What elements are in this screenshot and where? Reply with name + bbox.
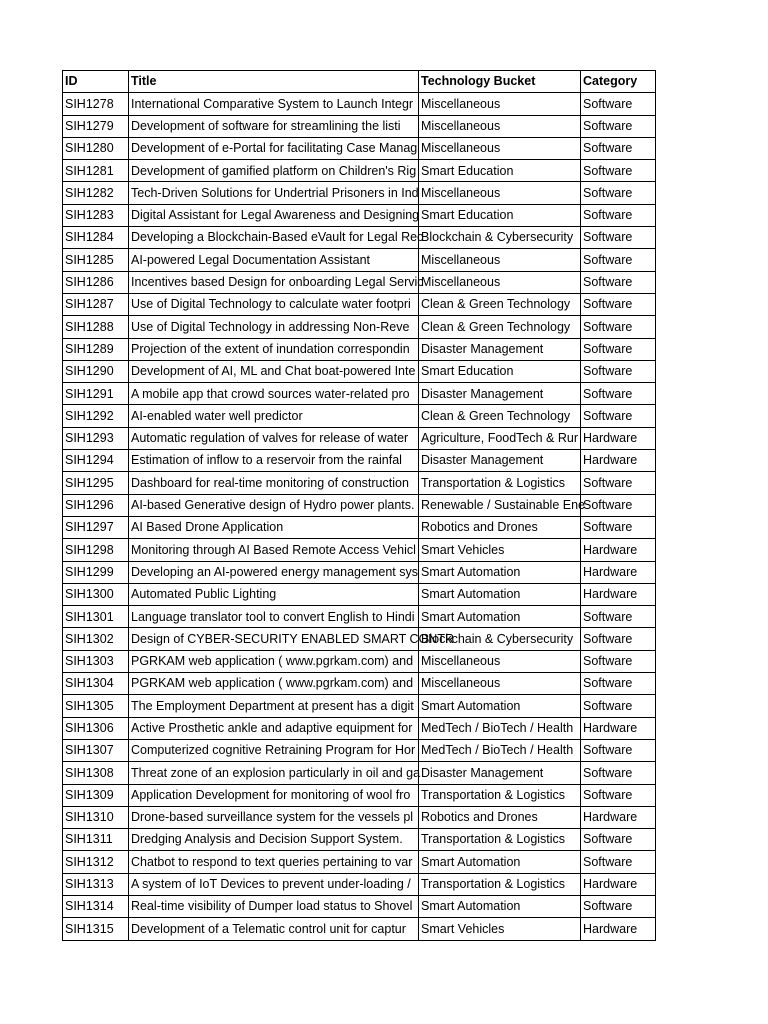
cell-title[interactable]: Real-time visibility of Dumper load status to Shovel — [129, 895, 419, 917]
table-row — [63, 561, 656, 583]
table-row — [63, 182, 656, 204]
cell-title[interactable]: Threat zone of an explosion particularly in oil and ga — [129, 762, 419, 784]
cell-id[interactable]: SIH1313 — [63, 873, 129, 895]
problem-statements-table — [62, 70, 656, 941]
cell-category[interactable]: Software — [581, 650, 656, 672]
cell-category[interactable]: Software — [581, 472, 656, 494]
cell-title[interactable]: Active Prosthetic ankle and adaptive equipment for — [129, 717, 419, 739]
cell-technology-bucket[interactable]: Robotics and Drones — [419, 516, 581, 538]
cell-id[interactable]: SIH1280 — [63, 137, 129, 159]
cell-category[interactable]: Software — [581, 829, 656, 851]
cell-title[interactable]: Estimation of inflow to a reservoir from the rainfal — [129, 450, 419, 472]
cell-id[interactable]: SIH1292 — [63, 405, 129, 427]
table-row — [63, 405, 656, 427]
cell-title[interactable]: Chatbot to respond to text queries pertaining to var — [129, 851, 419, 873]
cell-technology-bucket[interactable]: Smart Automation — [419, 583, 581, 605]
cell-id[interactable]: SIH1304 — [63, 673, 129, 695]
cell-technology-bucket[interactable]: Miscellaneous — [419, 249, 581, 271]
cell-title[interactable]: Language translator tool to convert English to Hindi — [129, 606, 419, 628]
cell-id[interactable]: SIH1305 — [63, 695, 129, 717]
cell-id[interactable]: SIH1297 — [63, 516, 129, 538]
cell-id[interactable]: SIH1311 — [63, 829, 129, 851]
cell-id[interactable]: SIH1295 — [63, 472, 129, 494]
table-row — [63, 650, 656, 672]
table-row — [63, 204, 656, 226]
header-title[interactable]: Title — [129, 71, 419, 93]
cell-id[interactable]: SIH1309 — [63, 784, 129, 806]
cell-title[interactable]: Development of a Telematic control unit for captur — [129, 918, 419, 940]
cell-category[interactable]: Software — [581, 204, 656, 226]
cell-id[interactable]: SIH1279 — [63, 115, 129, 137]
cell-category[interactable]: Software — [581, 673, 656, 695]
cell-technology-bucket[interactable]: Transportation & Logistics — [419, 472, 581, 494]
cell-category[interactable]: Hardware — [581, 450, 656, 472]
cell-category[interactable]: Software — [581, 182, 656, 204]
cell-technology-bucket[interactable]: Miscellaneous — [419, 271, 581, 293]
cell-category[interactable]: Software — [581, 405, 656, 427]
cell-technology-bucket[interactable]: Clean & Green Technology — [419, 316, 581, 338]
table-row — [63, 450, 656, 472]
cell-title[interactable]: Dredging Analysis and Decision Support System. — [129, 829, 419, 851]
cell-id[interactable]: SIH1290 — [63, 360, 129, 382]
cell-technology-bucket[interactable]: Miscellaneous — [419, 650, 581, 672]
cell-title[interactable]: Monitoring through AI Based Remote Access Vehicl — [129, 539, 419, 561]
table-row — [63, 762, 656, 784]
cell-category[interactable]: Hardware — [581, 717, 656, 739]
cell-category[interactable]: Software — [581, 271, 656, 293]
cell-category[interactable]: Hardware — [581, 583, 656, 605]
cell-id[interactable]: SIH1310 — [63, 806, 129, 828]
cell-category[interactable]: Software — [581, 895, 656, 917]
cell-category[interactable]: Software — [581, 383, 656, 405]
cell-technology-bucket[interactable]: Clean & Green Technology — [419, 293, 581, 315]
cell-id[interactable]: SIH1293 — [63, 427, 129, 449]
table-row — [63, 360, 656, 382]
cell-id[interactable]: SIH1291 — [63, 383, 129, 405]
table-row — [63, 739, 656, 761]
cell-id[interactable]: SIH1288 — [63, 316, 129, 338]
table-row — [63, 115, 656, 137]
table-row — [63, 851, 656, 873]
cell-category[interactable]: Software — [581, 316, 656, 338]
cell-technology-bucket[interactable]: Smart Education — [419, 160, 581, 182]
cell-title[interactable]: Dashboard for real-time monitoring of construction — [129, 472, 419, 494]
header-technology-bucket[interactable]: Technology Bucket — [419, 71, 581, 93]
cell-technology-bucket[interactable]: MedTech / BioTech / Health — [419, 717, 581, 739]
cell-title[interactable]: Incentives based Design for onboarding Legal Servic — [129, 271, 419, 293]
cell-id[interactable]: SIH1289 — [63, 338, 129, 360]
cell-technology-bucket[interactable]: Robotics and Drones — [419, 806, 581, 828]
cell-technology-bucket[interactable]: Transportation & Logistics — [419, 873, 581, 895]
cell-technology-bucket[interactable]: Disaster Management — [419, 338, 581, 360]
cell-title[interactable]: Automated Public Lighting — [129, 583, 419, 605]
table-row — [63, 338, 656, 360]
table-row — [63, 583, 656, 605]
cell-technology-bucket[interactable]: Smart Automation — [419, 695, 581, 717]
cell-technology-bucket[interactable]: Miscellaneous — [419, 137, 581, 159]
cell-technology-bucket[interactable]: Smart Education — [419, 360, 581, 382]
cell-title[interactable]: Development of gamified platform on Children's Rig — [129, 160, 419, 182]
cell-technology-bucket[interactable]: Transportation & Logistics — [419, 784, 581, 806]
cell-id[interactable]: SIH1307 — [63, 739, 129, 761]
cell-id[interactable]: SIH1306 — [63, 717, 129, 739]
cell-id[interactable]: SIH1302 — [63, 628, 129, 650]
table-row — [63, 806, 656, 828]
table-row — [63, 784, 656, 806]
cell-id[interactable]: SIH1287 — [63, 293, 129, 315]
cell-technology-bucket[interactable]: Smart Automation — [419, 606, 581, 628]
cell-category[interactable]: Hardware — [581, 561, 656, 583]
table-row — [63, 93, 656, 115]
cell-id[interactable]: SIH1314 — [63, 895, 129, 917]
cell-technology-bucket[interactable]: Renewable / Sustainable Ene — [419, 494, 581, 516]
cell-id[interactable]: SIH1285 — [63, 249, 129, 271]
cell-title[interactable]: A mobile app that crowd sources water-related pro — [129, 383, 419, 405]
table-row — [63, 316, 656, 338]
cell-title[interactable]: Developing an AI-powered energy management sys — [129, 561, 419, 583]
cell-category[interactable]: Software — [581, 695, 656, 717]
cell-category[interactable]: Hardware — [581, 427, 656, 449]
cell-id[interactable]: SIH1282 — [63, 182, 129, 204]
cell-id[interactable]: SIH1315 — [63, 918, 129, 940]
table-row — [63, 137, 656, 159]
cell-category[interactable]: Software — [581, 338, 656, 360]
cell-title[interactable]: Digital Assistant for Legal Awareness and Designing — [129, 204, 419, 226]
cell-category[interactable]: Software — [581, 93, 656, 115]
cell-title[interactable]: PGRKAM web application ( www.pgrkam.com) and — [129, 650, 419, 672]
cell-id[interactable]: SIH1284 — [63, 227, 129, 249]
cell-id[interactable]: SIH1281 — [63, 160, 129, 182]
cell-category[interactable]: Software — [581, 606, 656, 628]
cell-title[interactable]: Design of CYBER-SECURITY ENABLED SMART CONTR — [129, 628, 419, 650]
table-row — [63, 383, 656, 405]
table-row — [63, 271, 656, 293]
cell-category[interactable]: Hardware — [581, 539, 656, 561]
table-row — [63, 516, 656, 538]
table-row — [63, 227, 656, 249]
table-row — [63, 829, 656, 851]
cell-technology-bucket[interactable]: Smart Automation — [419, 895, 581, 917]
table-row — [63, 606, 656, 628]
table-body — [63, 93, 656, 940]
cell-technology-bucket[interactable]: Smart Education — [419, 204, 581, 226]
table-row — [63, 472, 656, 494]
cell-id[interactable]: SIH1283 — [63, 204, 129, 226]
cell-title[interactable]: AI Based Drone Application — [129, 516, 419, 538]
spreadsheet — [62, 70, 655, 941]
cell-category[interactable]: Software — [581, 628, 656, 650]
cell-title[interactable]: Tech-Driven Solutions for Undertrial Prisoners in Ind — [129, 182, 419, 204]
cell-category[interactable]: Software — [581, 494, 656, 516]
table-row — [63, 427, 656, 449]
cell-title[interactable]: Application Development for monitoring of wool fro — [129, 784, 419, 806]
cell-title[interactable]: AI-enabled water well predictor — [129, 405, 419, 427]
cell-category[interactable]: Software — [581, 360, 656, 382]
cell-id[interactable]: SIH1303 — [63, 650, 129, 672]
header-category[interactable]: Category — [581, 71, 656, 93]
cell-category[interactable]: Software — [581, 762, 656, 784]
cell-id[interactable]: SIH1296 — [63, 494, 129, 516]
cell-title[interactable]: Computerized cognitive Retraining Program for Hor — [129, 739, 419, 761]
cell-title[interactable]: PGRKAM web application ( www.pgrkam.com) and — [129, 673, 419, 695]
cell-id[interactable]: SIH1278 — [63, 93, 129, 115]
cell-id[interactable]: SIH1286 — [63, 271, 129, 293]
cell-category[interactable]: Software — [581, 293, 656, 315]
cell-category[interactable]: Software — [581, 249, 656, 271]
table-row — [63, 873, 656, 895]
cell-technology-bucket[interactable]: MedTech / BioTech / Health — [419, 739, 581, 761]
cell-title[interactable]: AI-based Generative design of Hydro power plants. — [129, 494, 419, 516]
table-row — [63, 717, 656, 739]
cell-category[interactable]: Software — [581, 137, 656, 159]
cell-id[interactable]: SIH1298 — [63, 539, 129, 561]
table-row — [63, 918, 656, 940]
cell-title[interactable]: Automatic regulation of valves for release of water — [129, 427, 419, 449]
cell-title[interactable]: Drone-based surveillance system for the vessels pl — [129, 806, 419, 828]
cell-category[interactable]: Hardware — [581, 806, 656, 828]
cell-category[interactable]: Software — [581, 115, 656, 137]
cell-technology-bucket[interactable]: Smart Vehicles — [419, 918, 581, 940]
table-row — [63, 695, 656, 717]
table-row — [63, 293, 656, 315]
table-row — [63, 249, 656, 271]
cell-technology-bucket[interactable]: Miscellaneous — [419, 115, 581, 137]
table-row — [63, 895, 656, 917]
cell-id[interactable]: SIH1294 — [63, 450, 129, 472]
cell-id[interactable]: SIH1299 — [63, 561, 129, 583]
cell-title[interactable]: Development of e-Portal for facilitating Case Manag — [129, 137, 419, 159]
cell-title[interactable]: The Employment Department at present has a digit — [129, 695, 419, 717]
cell-id[interactable]: SIH1300 — [63, 583, 129, 605]
table-row — [63, 673, 656, 695]
cell-technology-bucket[interactable]: Smart Automation — [419, 561, 581, 583]
cell-title[interactable]: Development of AI, ML and Chat boat-powered Inte — [129, 360, 419, 382]
cell-title[interactable]: Projection of the extent of inundation correspondin — [129, 338, 419, 360]
cell-technology-bucket[interactable]: Clean & Green Technology — [419, 405, 581, 427]
cell-category[interactable]: Hardware — [581, 918, 656, 940]
cell-category[interactable]: Software — [581, 227, 656, 249]
cell-technology-bucket[interactable]: Agriculture, FoodTech & Rur — [419, 427, 581, 449]
cell-technology-bucket[interactable]: Transportation & Logistics — [419, 829, 581, 851]
cell-category[interactable]: Software — [581, 739, 656, 761]
cell-technology-bucket[interactable]: Miscellaneous — [419, 673, 581, 695]
cell-technology-bucket[interactable]: Disaster Management — [419, 762, 581, 784]
cell-id[interactable]: SIH1308 — [63, 762, 129, 784]
table-row — [63, 539, 656, 561]
cell-technology-bucket[interactable]: Disaster Management — [419, 450, 581, 472]
cell-technology-bucket[interactable]: Smart Automation — [419, 851, 581, 873]
cell-technology-bucket[interactable]: Smart Vehicles — [419, 539, 581, 561]
cell-category[interactable]: Software — [581, 851, 656, 873]
cell-title[interactable]: Developing a Blockchain-Based eVault for Legal Rec — [129, 227, 419, 249]
cell-title[interactable]: Use of Digital Technology in addressing Non-Reve — [129, 316, 419, 338]
table-row — [63, 160, 656, 182]
cell-title[interactable]: AI-powered Legal Documentation Assistant — [129, 249, 419, 271]
cell-category[interactable]: Software — [581, 160, 656, 182]
cell-category[interactable]: Software — [581, 516, 656, 538]
cell-title[interactable]: International Comparative System to Launch Integr — [129, 93, 419, 115]
table-row — [63, 494, 656, 516]
cell-category[interactable]: Software — [581, 784, 656, 806]
header-id[interactable]: ID — [63, 71, 129, 93]
cell-id[interactable]: SIH1301 — [63, 606, 129, 628]
cell-technology-bucket[interactable]: Blockchain & Cybersecurity — [419, 227, 581, 249]
header-row — [63, 71, 656, 93]
cell-title[interactable]: A system of IoT Devices to prevent under-loading / — [129, 873, 419, 895]
cell-technology-bucket[interactable]: Disaster Management — [419, 383, 581, 405]
cell-id[interactable]: SIH1312 — [63, 851, 129, 873]
cell-category[interactable]: Hardware — [581, 873, 656, 895]
cell-title[interactable]: Development of software for streamlining the listi — [129, 115, 419, 137]
cell-technology-bucket[interactable]: Miscellaneous — [419, 93, 581, 115]
table-row — [63, 628, 656, 650]
cell-title[interactable]: Use of Digital Technology to calculate water footpri — [129, 293, 419, 315]
cell-technology-bucket[interactable]: Miscellaneous — [419, 182, 581, 204]
cell-technology-bucket[interactable]: Blockchain & Cybersecurity — [419, 628, 581, 650]
